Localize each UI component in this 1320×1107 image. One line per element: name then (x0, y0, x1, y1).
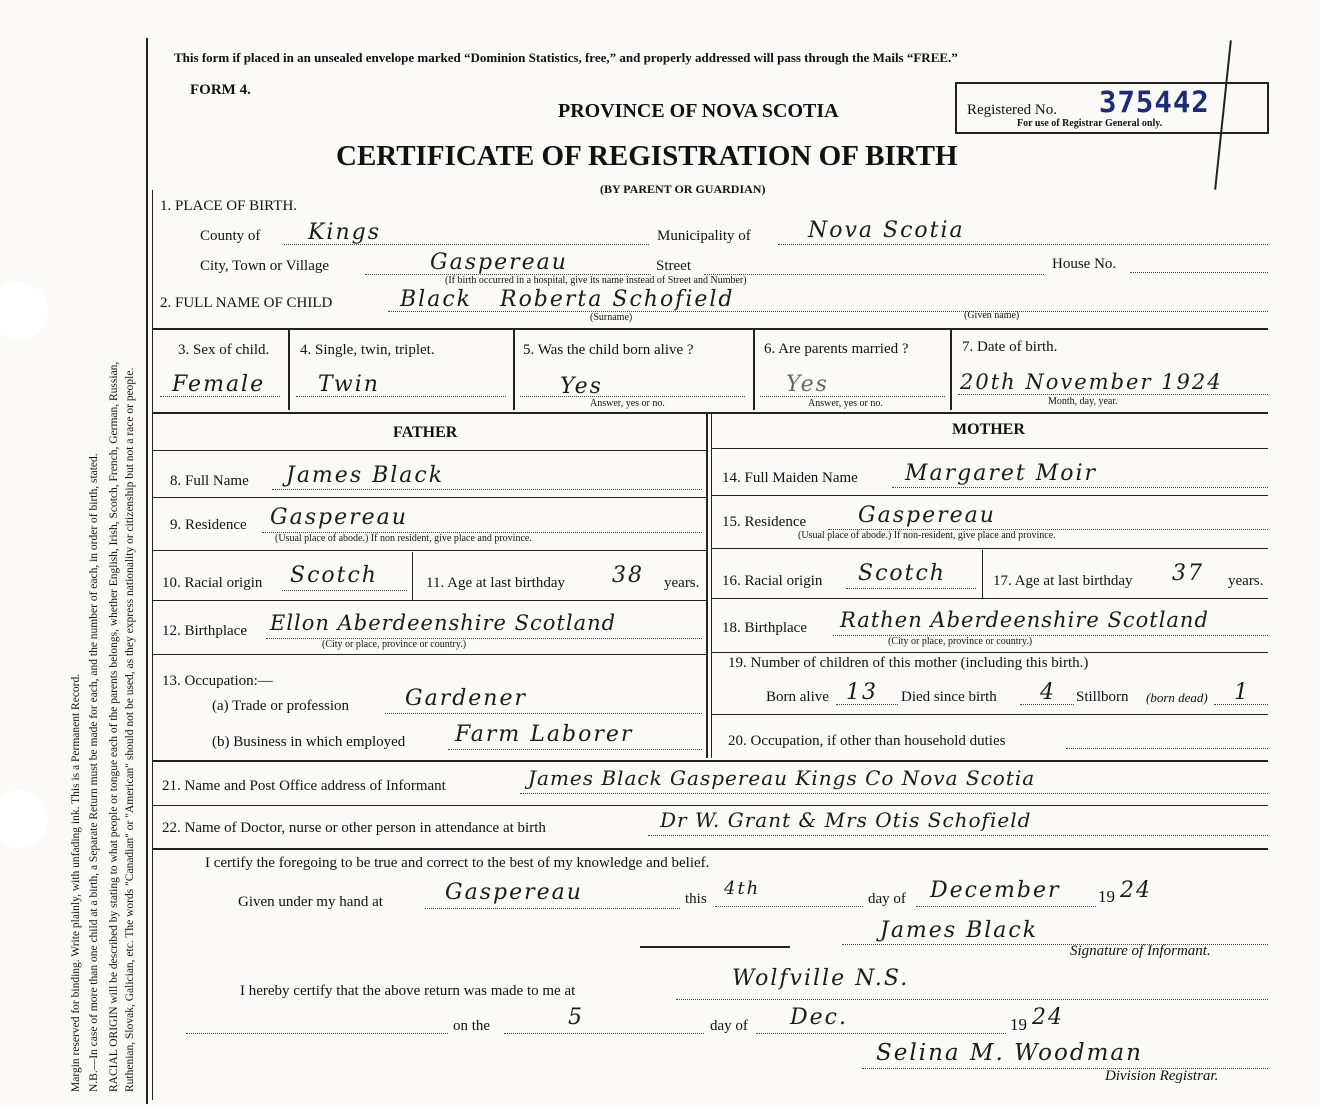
return-year-value: 24 (1032, 1005, 1064, 1030)
father-age-label: 11. Age at last birthday (426, 575, 565, 591)
mother-name-value: Margaret Moir (905, 461, 1098, 486)
father-residence-label: 9. Residence (170, 517, 247, 533)
father-business-label: (b) Business in which employed (212, 734, 406, 750)
alive-value: Yes (560, 374, 603, 399)
mother-residence-note: (Usual place of abode.) If non-resident, give place and province. (798, 530, 1056, 541)
given-note: (Given name) (964, 310, 1020, 321)
married-value: Yes (786, 372, 829, 397)
divider-2 (152, 412, 1268, 414)
row12-rule-f (152, 654, 706, 655)
month-value: December (930, 878, 1061, 903)
return-year-prefix: 19 (1010, 1015, 1027, 1034)
dob-line (958, 394, 1268, 395)
father-age-value: 38 (612, 563, 644, 588)
return-place-value: Wolfville N.S. (732, 966, 910, 991)
registrar-label: Division Registrar. (1105, 1068, 1219, 1084)
parent-divider-a (706, 414, 708, 758)
father-business-value: Farm Laborer (455, 722, 634, 747)
doctor-value: Dr W. Grant & Mrs Otis Schofield (660, 808, 1032, 832)
mother-residence-label: 15. Residence (722, 514, 807, 530)
mother-age-label: 17. Age at last birthday (993, 573, 1133, 589)
child-name-line (388, 311, 1268, 312)
father-racial-line (282, 590, 407, 591)
mother-birthplace-note: (City or place, province or country.) (888, 636, 1033, 647)
county-line (284, 244, 649, 245)
row12-rule-m (712, 652, 1268, 653)
row10-rule-m (712, 598, 1268, 599)
return-day-line (504, 1033, 704, 1034)
registered-number: 375442 (1099, 85, 1210, 119)
mother-heading: MOTHER (952, 421, 1025, 438)
street-label: Street (656, 258, 691, 274)
born-alive-label: Born alive (766, 689, 829, 705)
row21-rule (152, 805, 1268, 806)
return-label: I hereby certify that the above return was made to me at (240, 983, 576, 999)
city-label: City, Town or Village (200, 258, 330, 274)
mother-years-label: years. (1228, 573, 1264, 589)
informant-label: 21. Name and Post Office address of Informant (162, 778, 446, 794)
registrar-signature: Selina M. Woodman (876, 1040, 1143, 1066)
informant-line (520, 793, 1268, 794)
children-label: 19. Number of children of this mother (including this birth.) (728, 655, 1089, 671)
alive-line (520, 396, 745, 397)
father-racial-value: Scotch (290, 563, 378, 588)
mother-racial-value: Scotch (858, 561, 946, 586)
father-birthplace-label: 12. Birthplace (162, 623, 247, 639)
return-day-value: 5 (568, 1005, 584, 1030)
house-label: House No. (1052, 256, 1117, 272)
father-trade-line (385, 713, 702, 714)
born-alive-value: 13 (846, 680, 878, 705)
married-note: Answer, yes or no. (808, 398, 883, 409)
stillborn-value: 1 (1234, 680, 1250, 705)
return-month-line (756, 1033, 1006, 1034)
row19-rule-m (712, 714, 1268, 715)
informant-value: James Black Gaspereau Kings Co Nova Scotia (528, 766, 1036, 790)
margin-note-2: N.B.—In case of more than one child at a birth, a Separate Return must be made for each, and the number of each, in order of birth, stated. (88, 453, 100, 1092)
mother-age-divider (982, 550, 983, 598)
sex-line (160, 396, 280, 397)
father-trade-label: (a) Trade or profession (212, 698, 350, 714)
married-line (760, 396, 945, 397)
mother-racial-label: 16. Racial origin (722, 573, 823, 589)
father-birthplace-note: (City or place, province or country.) (322, 639, 467, 650)
doctor-line (648, 835, 1268, 836)
year-value: 24 (1120, 878, 1152, 903)
sex-value: Female (172, 372, 266, 397)
doctor-label: 22. Name of Doctor, nurse or other person in attendance at birth (162, 820, 546, 836)
alive-label: 5. Was the child born alive ? (523, 342, 694, 358)
return-month-value: Dec. (790, 1005, 848, 1030)
father-years-label: years. (664, 575, 700, 591)
given-place-value: Gaspereau (445, 880, 583, 905)
informant-signature: James Black (880, 918, 1039, 943)
divider-3 (152, 760, 1268, 762)
mother-racial-line (846, 588, 976, 589)
city-value: Gaspereau (430, 250, 568, 275)
punch-hole-bottom (0, 790, 48, 848)
mother-birthplace-label: 18. Birthplace (722, 620, 807, 636)
signature-rule (640, 946, 790, 948)
certificate-subtitle: (BY PARENT OR GUARDIAN) (600, 182, 766, 196)
col-divider-1 (288, 330, 290, 410)
child-surname-value: Black (400, 287, 472, 312)
child-given-value: Roberta Schofield (500, 287, 735, 312)
died-label: Died since birth (901, 689, 997, 705)
parent-divider-b (711, 414, 712, 758)
mother-age-value: 37 (1172, 561, 1204, 586)
on-the-label: on the (453, 1018, 491, 1034)
mother-name-label: 14. Full Maiden Name (722, 470, 858, 486)
plurality-line (296, 396, 506, 397)
mother-residence-value: Gaspereau (858, 503, 996, 528)
stillborn-line (1214, 704, 1268, 705)
row8-rule-m (712, 495, 1268, 496)
father-age-divider (412, 552, 413, 600)
father-residence-value: Gaspereau (270, 505, 408, 530)
died-line (1020, 704, 1074, 705)
row8-rule-f (152, 497, 706, 498)
mother-heading-rule (712, 448, 1268, 449)
father-residence-note: (Usual place of abode.) If non resident, give place and province. (275, 533, 532, 544)
municipality-label: Municipality of (657, 228, 751, 244)
plurality-value: Twin (318, 372, 380, 397)
mother-occupation-line (1066, 748, 1268, 749)
row9-rule-f (152, 550, 706, 551)
day-of-label: day of (868, 891, 906, 907)
month-line (916, 906, 1096, 907)
col-divider-2 (513, 330, 515, 410)
street-line (704, 274, 1044, 275)
municipality-line (778, 244, 1268, 245)
row10-rule-f (152, 600, 706, 601)
province-title: PROVINCE OF NOVA SCOTIA (558, 100, 839, 122)
county-label: County of (200, 228, 261, 244)
left-border (146, 38, 148, 1104)
dob-note: Month, day, year. (1048, 396, 1118, 407)
municipality-value: Nova Scotia (808, 218, 965, 243)
mother-birthplace-value: Rathen Aberdeenshire Scotland (840, 608, 1209, 632)
died-value: 4 (1040, 680, 1056, 705)
place-heading: 1. PLACE OF BIRTH. (160, 198, 298, 214)
alive-note: Answer, yes or no. (590, 398, 665, 409)
margin-note-3: RACIAL ORIGIN will be described by stating to what people or tongue each of the parents belongs, whether English, Irish, Scotch, French, German, Russian, (108, 361, 120, 1092)
row9-rule-m (712, 548, 1268, 549)
col-divider-4 (950, 330, 952, 410)
mail-notice: This form if placed in an unsealed envelope marked “Dominion Statistics, free,” and properly addressed will pass through the Mails “FREE.” (174, 50, 958, 65)
married-label: 6. Are parents married ? (764, 341, 909, 357)
given-label: Given under my hand at (238, 894, 383, 910)
margin-note-1: Margin reserved for binding. Write plainly, with unfading ink. This is a Permanent Record. (70, 673, 82, 1092)
margin-note-4: Ruthenian, Slovak, Galician, etc. The words "Canadian" or "American" should not be used, as they express nationality or citizenship but not a race or people. (124, 367, 136, 1092)
return-day-of-label: day of (710, 1018, 748, 1034)
father-business-line (448, 749, 702, 750)
born-alive-line (836, 704, 898, 705)
father-trade-value: Gardener (405, 686, 528, 711)
father-name-value: James Black (286, 463, 445, 488)
stillborn-note: (born dead) (1146, 690, 1208, 705)
on-the-lead-line (186, 1033, 448, 1034)
registered-note: For use of Registrar General only. (1017, 118, 1163, 129)
form-number: FORM 4. (190, 82, 251, 98)
county-value: Kings (308, 220, 382, 245)
father-occupation-label: 13. Occupation:— (162, 673, 273, 689)
surname-note: (Surname) (590, 312, 633, 323)
mother-occupation-label: 20. Occupation, if other than household duties (728, 733, 1006, 749)
house-line (1130, 272, 1268, 273)
certificate-title: CERTIFICATE OF REGISTRATION OF BIRTH (336, 140, 958, 172)
col-divider-3 (753, 330, 755, 410)
father-birthplace-value: Ellon Aberdeenshire Scotland (270, 611, 617, 635)
plurality-label: 4. Single, twin, triplet. (300, 342, 435, 358)
father-name-line (272, 489, 702, 490)
divider-4 (152, 848, 1268, 850)
father-racial-label: 10. Racial origin (162, 575, 263, 591)
street-note: (If birth occurred in a hospital, give its name instead of Street and Number) (445, 275, 747, 286)
dob-value: 20th November 1924 (960, 370, 1223, 394)
punch-hole-top (0, 282, 48, 340)
divider-1 (152, 328, 1268, 330)
certify-statement: I certify the foregoing to be true and correct to the best of my knowledge and belief. (205, 855, 710, 871)
this-label: this (685, 891, 707, 907)
left-border-thin (152, 190, 153, 1100)
given-place-line (425, 908, 680, 909)
day-line (715, 906, 863, 907)
registered-label: Registered No. (967, 102, 1057, 118)
sex-label: 3. Sex of child. (178, 342, 270, 358)
return-place-line (676, 999, 1268, 1000)
father-heading: FATHER (393, 424, 458, 441)
informant-signature-label: Signature of Informant. (1070, 943, 1211, 959)
dob-label: 7. Date of birth. (962, 339, 1058, 355)
day-value: 4th (724, 878, 761, 899)
father-name-label: 8. Full Name (170, 473, 249, 489)
mother-name-line (892, 487, 1268, 488)
father-heading-rule (152, 450, 706, 451)
year-prefix: 19 (1098, 887, 1115, 906)
stillborn-label: Stillborn (1076, 689, 1129, 705)
child-name-label: 2. FULL NAME OF CHILD (160, 295, 333, 311)
